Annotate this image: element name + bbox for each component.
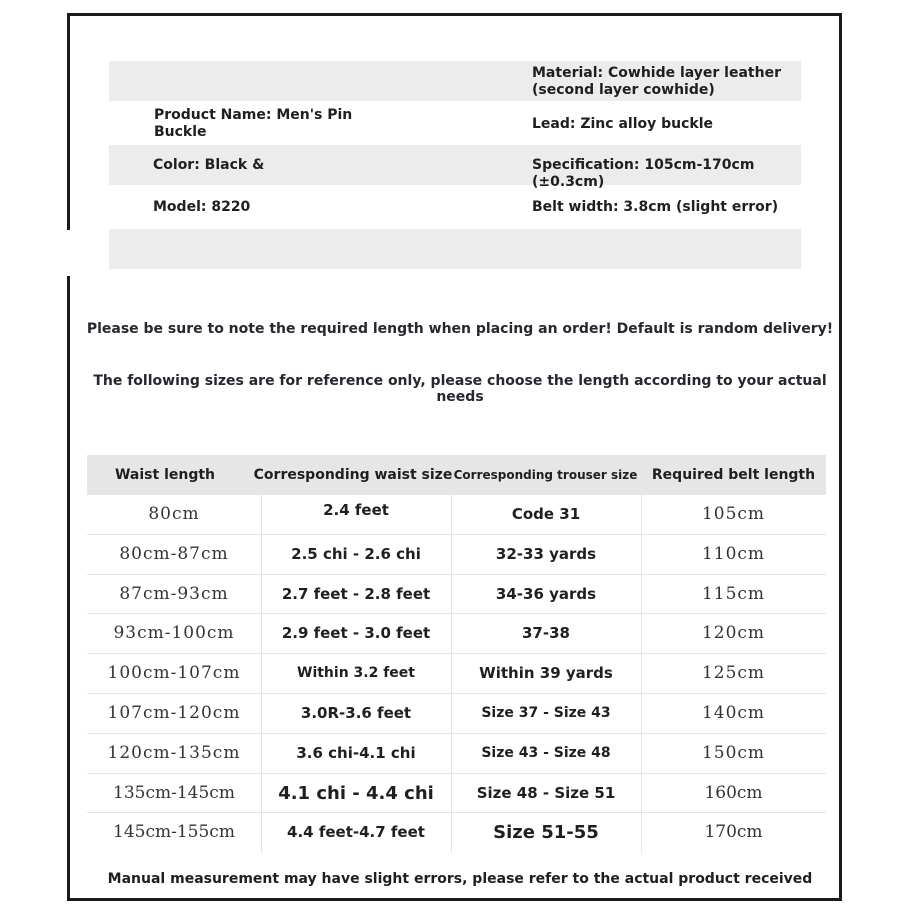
table-row	[87, 774, 826, 814]
cell-belt-length: 120cm	[701, 623, 766, 644]
product-color: Color: Black &	[153, 157, 265, 173]
header-waist-length: Waist length	[114, 467, 216, 483]
order-notice: Please be sure to note the required length when placing an order! Default is random delivery!	[86, 321, 834, 337]
cell-trouser-size: 37-38	[522, 624, 570, 643]
frame-gap	[64, 230, 72, 276]
cell-belt-length: 125cm	[701, 663, 766, 684]
cell-trouser-size: Size 43 - Size 48	[481, 744, 611, 761]
header-waist-size: Corresponding waist size	[253, 467, 453, 483]
product-model: Model: 8220	[153, 199, 251, 215]
size-table	[87, 455, 826, 853]
cell-belt-length: 140cm	[701, 702, 766, 723]
product-material: Material: Cowhide layer leather (second layer cowhide)	[532, 65, 781, 98]
header-trouser-size: Corresponding trouser size	[453, 468, 638, 482]
cell-waist: 80cm-87cm	[119, 543, 229, 564]
cell-waist-size: 4.4 feet-4.7 feet	[287, 823, 425, 842]
product-belt-width: Belt width: 3.8cm (slight error)	[532, 199, 779, 215]
cell-belt-length: 160cm	[704, 782, 763, 803]
spec-band	[109, 229, 801, 269]
cell-waist: 80cm	[148, 504, 200, 524]
table-row	[87, 734, 826, 774]
table-row	[87, 654, 826, 694]
header-belt-length: Required belt length	[651, 467, 816, 483]
reference-notice: The following sizes are for reference only, please choose the length according to your actual needs	[93, 373, 827, 405]
table-row	[87, 495, 826, 535]
cell-waist-size: 2.9 feet - 3.0 feet	[281, 624, 431, 643]
cell-belt-length: 150cm	[701, 742, 766, 763]
cell-belt-length: 170cm	[704, 822, 763, 843]
product-lead: Lead: Zinc alloy buckle	[532, 116, 714, 132]
cell-waist: 120cm-135cm	[107, 742, 241, 763]
cell-trouser-size: Size 37 - Size 43	[481, 704, 611, 721]
cell-waist-size: 2.7 feet - 2.8 feet	[281, 584, 431, 603]
cell-waist: 107cm-120cm	[107, 702, 241, 723]
cell-waist-size: 3.0R-3.6 feet	[300, 703, 412, 722]
table-row	[87, 813, 826, 853]
cell-trouser-size: Code 31	[511, 505, 581, 523]
table-row	[87, 535, 826, 575]
table-row	[87, 614, 826, 654]
cell-trouser-size: 34-36 yards	[495, 584, 597, 603]
cell-waist: 145cm-155cm	[113, 822, 235, 843]
cell-waist-size: 2.5 chi - 2.6 chi	[291, 544, 421, 563]
cell-trouser-size: Within 39 yards	[479, 664, 613, 683]
column-divider	[641, 495, 642, 853]
product-name: Product Name: Men's Pin Buckle	[154, 107, 353, 140]
measurement-note: Manual measurement may have slight errors, please refer to the actual product received	[107, 871, 813, 887]
cell-waist: 100cm-107cm	[107, 663, 241, 684]
table-header	[87, 455, 826, 495]
product-specification: Specification: 105cm-170cm (±0.3cm)	[532, 157, 755, 190]
cell-waist-size: 3.6 chi-4.1 chi	[296, 743, 416, 762]
cell-waist: 135cm-145cm	[113, 782, 235, 803]
cell-trouser-size: Size 51-55	[493, 822, 599, 844]
column-divider	[261, 495, 262, 853]
cell-waist-size: 2.4 feet	[323, 501, 389, 519]
cell-waist: 87cm-93cm	[119, 583, 229, 604]
cell-trouser-size: Size 48 - Size 51	[476, 783, 616, 802]
cell-belt-length: 105cm	[701, 504, 766, 524]
table-row	[87, 694, 826, 734]
cell-belt-length: 115cm	[701, 583, 766, 604]
cell-trouser-size: 32-33 yards	[495, 544, 597, 563]
table-row	[87, 575, 826, 615]
cell-waist-size: 4.1 chi - 4.4 chi	[278, 782, 434, 804]
column-divider	[451, 495, 452, 853]
cell-belt-length: 110cm	[701, 543, 766, 564]
cell-waist: 93cm-100cm	[113, 623, 235, 644]
cell-waist-size: Within 3.2 feet	[297, 665, 415, 682]
